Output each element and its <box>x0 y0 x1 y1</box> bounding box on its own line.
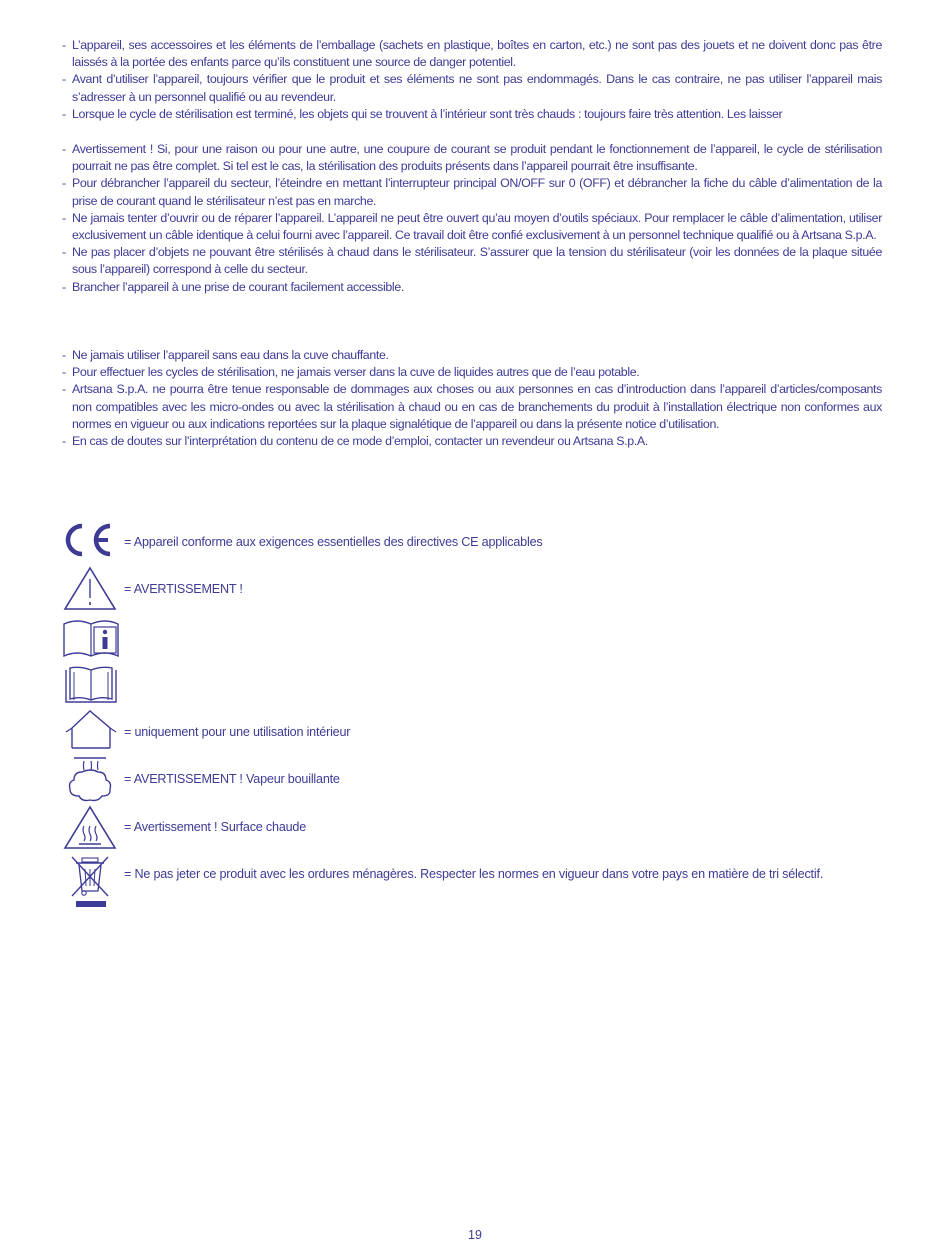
list-item: - Ne jamais tenter d’ouvrir ou de réparer l’appareil. L’appareil ne peut être ouvert qu’au moyen d’outils spéciaux. Pour remplacer le câble d’alimentation, utiliser exclusivement un câble identique à celui fourni avec l’appareil. Ce travail doit être confié exclusivement à un personnel technique qualifié ou à Artsana S.p.A. <box>62 210 882 244</box>
warnings-list-1 <box>62 37 882 123</box>
indoor-house-icon <box>62 708 120 758</box>
warnings-list-2 <box>62 141 882 296</box>
list-item: - Brancher l’appareil à une prise de courant facilement accessible. <box>62 279 882 296</box>
list-item: - Lorsque le cycle de stérilisation est terminé, les objets qui se trouvent à l’intérieur sont très chauds : toujours faire très attention. Les laisser <box>62 106 882 123</box>
page-number: 19 <box>468 1228 482 1242</box>
symbol-row-open-book <box>62 664 892 714</box>
symbol-row-warning <box>62 565 892 615</box>
ce-mark-icon <box>62 520 120 570</box>
hot-surface-icon <box>62 804 120 854</box>
list-item: - Avertissement ! Si, pour une raison ou pour une autre, une coupure de courant se produit pendant le fonctionnement de l’appareil, le cycle de stérilisation pourrait ne pas être complet. Si tel est le cas, la stérilisation des produits présents dans l’appareil pourrait être insuffisante. <box>62 141 882 175</box>
symbol-row-weee <box>62 853 892 911</box>
steam-description: = AVERTISSEMENT ! Vapeur bouillante <box>124 772 340 786</box>
indoor-description: = uniquement pour une utilisation intérieur <box>124 725 351 739</box>
symbol-row-hot-surface <box>62 804 892 854</box>
list-item: - Artsana S.p.A. ne pourra être tenue responsable de dommages aux choses ou aux personnes en cas d’introduction dans l’appareil d’articles/composants non compatibles avec les micro-ondes ou avec la stérilisation à chaud ou en cas de branchements du produit à l’installation électrique non conformes aux normes en vigueur ou aux indications reportées sur la plaque signalétique de l’appareil ou dans la présente notice d’utilisation. <box>62 381 882 433</box>
list-item: - Pour débrancher l’appareil du secteur, l’éteindre en mettant l’interrupteur principal ON/OFF sur 0 (OFF) et débrancher la fiche du câble d’alimentation de la prise de courant quand le stérilisateur n’est pas en marche. <box>62 175 882 209</box>
list-item: - Avant d’utiliser l’appareil, toujours vérifier que le produit et ses éléments ne sont pas endommagés. Dans le cas contraire, ne pas utiliser l’appareil mais s’adresser à un personnel qualifié ou au revendeur. <box>62 71 882 105</box>
crossed-bin-icon <box>62 853 120 911</box>
warning-triangle-icon <box>62 565 120 615</box>
list-item: - Ne jamais utiliser l’appareil sans eau dans la cuve chauffante. <box>62 347 882 364</box>
ce-description: = Appareil conforme aux exigences essentielles des directives CE applicables <box>124 535 543 549</box>
steam-cloud-icon <box>62 756 120 806</box>
hot-surface-description: = Avertissement ! Surface chaude <box>124 820 307 834</box>
warnings-list-3 <box>62 347 882 450</box>
symbol-row-steam <box>62 756 892 806</box>
list-item: - Ne pas placer d’objets ne pouvant être stérilisés à chaud dans le stérilisateur. S’assurer que la tension du stérilisateur (voir les données de la plaque située sous l’appareil) correspond à celle du secteur. <box>62 244 882 278</box>
warning-description: = AVERTISSEMENT ! <box>124 582 243 596</box>
weee-description: = Ne pas jeter ce produit avec les ordures ménagères. Respecter les normes en vigueur dans votre pays en matière de tri sélectif. <box>124 867 824 881</box>
list-item: - L’appareil, ses accessoires et les éléments de l’emballage (sachets en plastique, boîtes en carton, etc.) ne sont pas des jouets et ne doivent donc pas être laissés à la portée des enfants parce qu’ils constituent une source de danger potentiel. <box>62 37 882 71</box>
list-item: - Pour effectuer les cycles de stérilisation, ne jamais verser dans la cuve de liquides autres que de l’eau potable. <box>62 364 882 381</box>
list-item: - En cas de doutes sur l’interprétation du contenu de ce mode d’emploi, contacter un revendeur ou Artsana S.p.A. <box>62 433 882 450</box>
symbol-row-indoor <box>62 708 892 758</box>
symbol-row-info-manual <box>62 616 892 666</box>
open-book-icon <box>62 664 120 714</box>
info-manual-icon <box>62 616 120 666</box>
symbol-row-ce <box>62 520 892 570</box>
